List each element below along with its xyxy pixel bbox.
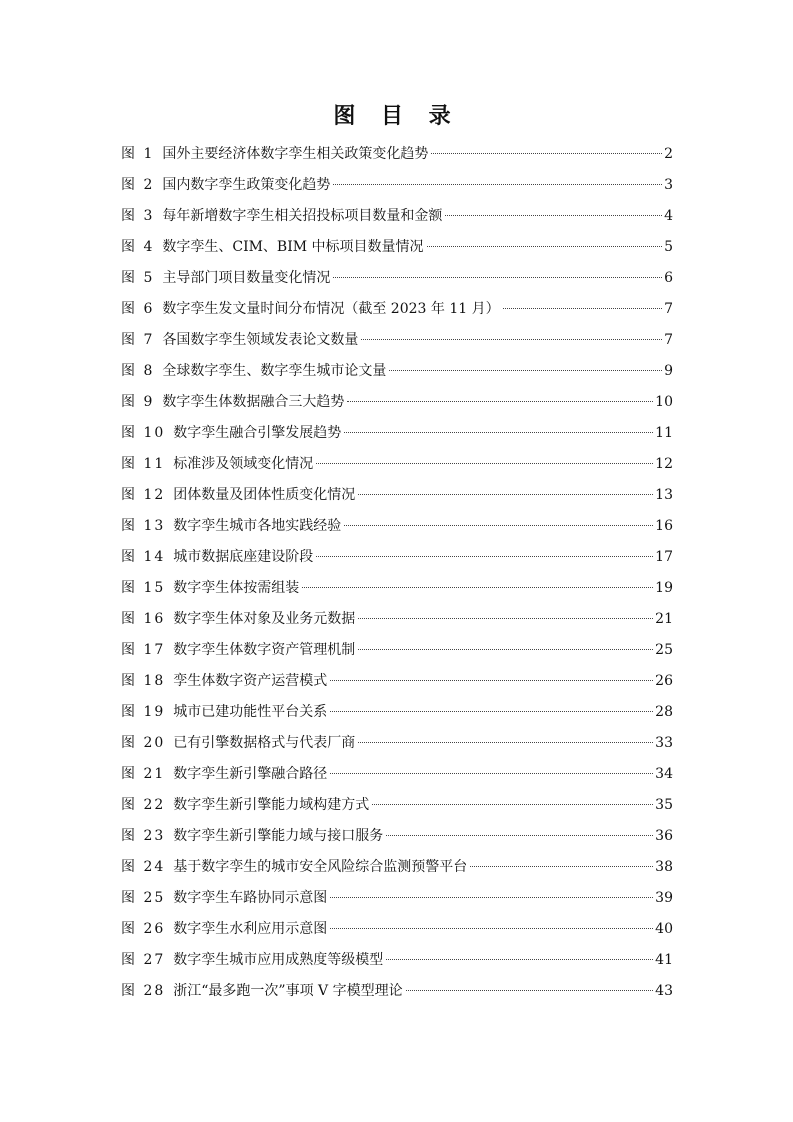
- toc-entry-page-number: 28: [655, 704, 673, 720]
- toc-entry-page-number: 3: [664, 177, 673, 193]
- toc-dot-leader: [330, 897, 653, 898]
- toc-entry[interactable]: [121, 635, 673, 666]
- toc-entry-page-number: 21: [655, 611, 673, 627]
- toc-entry-title: 数字孪生、CIM、BIM 中标项目数量情况: [162, 239, 424, 255]
- toc-entry[interactable]: [121, 976, 673, 1007]
- toc-entry-number: 图 24: [121, 859, 166, 875]
- toc-entry-title: 各国数字孪生领域发表论文数量: [162, 332, 359, 348]
- toc-entry[interactable]: [121, 573, 673, 604]
- toc-dot-leader: [330, 680, 653, 681]
- toc-entry-number: 图 10: [121, 425, 166, 441]
- toc-entry[interactable]: [121, 356, 673, 387]
- toc-dot-leader: [316, 463, 653, 464]
- toc-entry-page-number: 5: [664, 239, 673, 255]
- toc-entry[interactable]: [121, 387, 673, 418]
- toc-entry-title: 基于数字孪生的城市安全风险综合监测预警平台: [173, 859, 468, 875]
- toc-dot-leader: [333, 277, 662, 278]
- toc-entry[interactable]: [121, 728, 673, 759]
- toc-entry-title: 数字孪生体数字资产管理机制: [173, 642, 356, 658]
- toc-entry-page-number: 9: [664, 363, 673, 379]
- toc-entry-number: 图 3: [121, 208, 155, 224]
- toc-entry-page-number: 10: [655, 394, 673, 410]
- toc-entry[interactable]: [121, 759, 673, 790]
- toc-entry[interactable]: [121, 914, 673, 945]
- toc-entry-title: 已有引擎数据格式与代表厂商: [173, 735, 356, 751]
- toc-entry-page-number: 17: [655, 549, 673, 565]
- toc-entry-page-number: 25: [655, 642, 673, 658]
- toc-dot-leader: [347, 401, 653, 402]
- toc-entry-page-number: 34: [655, 766, 673, 782]
- toc-entry-title: 城市数据底座建设阶段: [173, 549, 314, 565]
- toc-entry-title: 浙江“最多跑一次”事项 V 字模型理论: [173, 983, 403, 999]
- toc-dot-leader: [358, 742, 653, 743]
- toc-entry[interactable]: [121, 418, 673, 449]
- toc-dot-leader: [358, 494, 653, 495]
- toc-entry-number: 图 9: [121, 394, 155, 410]
- toc-dot-leader: [330, 928, 653, 929]
- toc-entry-title: 国外主要经济体数字孪生相关政策变化趋势: [162, 146, 429, 162]
- toc-entry[interactable]: [121, 480, 673, 511]
- toc-dot-leader: [389, 370, 662, 371]
- toc-entry-page-number: 40: [655, 921, 673, 937]
- toc-entry-page-number: 11: [655, 425, 673, 441]
- toc-entry-number: 图 22: [121, 797, 166, 813]
- toc-entry[interactable]: [121, 883, 673, 914]
- toc-entry[interactable]: [121, 852, 673, 883]
- toc-entry-number: 图 15: [121, 580, 166, 596]
- toc-entry-page-number: 12: [655, 456, 673, 472]
- toc-entry-title: 数字孪生体按需组装: [173, 580, 300, 596]
- toc-entry-page-number: 7: [664, 301, 673, 317]
- toc-entry-page-number: 6: [664, 270, 673, 286]
- toc-entry-number: 图 5: [121, 270, 155, 286]
- toc-entry-number: 图 4: [121, 239, 155, 255]
- toc-entry-number: 图 7: [121, 332, 155, 348]
- toc-entry-number: 图 1: [121, 146, 155, 162]
- toc-dot-leader: [427, 246, 663, 247]
- toc-entry-page-number: 43: [655, 983, 673, 999]
- toc-entry-number: 图 18: [121, 673, 166, 689]
- toc-entry-page-number: 36: [655, 828, 673, 844]
- toc-entry-title: 每年新增数字孪生相关招投标项目数量和金额: [162, 208, 443, 224]
- toc-dot-leader: [344, 525, 653, 526]
- toc-entry-page-number: 19: [655, 580, 673, 596]
- toc-entry[interactable]: [121, 325, 673, 356]
- toc-entry[interactable]: [121, 666, 673, 697]
- toc-dot-leader: [386, 959, 653, 960]
- toc-entry-number: 图 19: [121, 704, 166, 720]
- toc-entry[interactable]: [121, 449, 673, 480]
- toc-entry-title: 标准涉及领域变化情况: [173, 456, 314, 472]
- toc-entry-number: 图 11: [121, 456, 166, 472]
- toc-dot-leader: [358, 649, 653, 650]
- toc-entry-page-number: 33: [655, 735, 673, 751]
- toc-entry-title: 数字孪生新引擎能力域构建方式: [173, 797, 370, 813]
- toc-entry[interactable]: [121, 542, 673, 573]
- toc-entry-number: 图 23: [121, 828, 166, 844]
- toc-entry-page-number: 35: [655, 797, 673, 813]
- toc-entry-number: 图 2: [121, 177, 155, 193]
- toc-entry-title: 数字孪生水利应用示意图: [173, 921, 328, 937]
- toc-entry-number: 图 17: [121, 642, 166, 658]
- toc-entry-number: 图 12: [121, 487, 166, 503]
- toc-entry-page-number: 41: [655, 952, 673, 968]
- toc-dot-leader: [361, 339, 662, 340]
- toc-dot-leader: [470, 866, 653, 867]
- toc-entry-number: 图 27: [121, 952, 166, 968]
- toc-entry-title: 数字孪生城市应用成熟度等级模型: [173, 952, 384, 968]
- toc-entry-page-number: 16: [655, 518, 673, 534]
- toc-entry-number: 图 14: [121, 549, 166, 565]
- toc-entry[interactable]: [121, 170, 673, 201]
- toc-entry-number: 图 8: [121, 363, 155, 379]
- toc-entry-number: 图 21: [121, 766, 166, 782]
- toc-entry-page-number: 39: [655, 890, 673, 906]
- toc-entry-title: 数字孪生融合引擎发展趋势: [173, 425, 342, 441]
- toc-dot-leader: [445, 215, 662, 216]
- toc-dot-leader: [358, 618, 653, 619]
- toc-entry-title: 数字孪生城市各地实践经验: [173, 518, 342, 534]
- toc-entry-number: 图 28: [121, 983, 166, 999]
- toc-dot-leader: [316, 556, 653, 557]
- toc-entry[interactable]: [121, 790, 673, 821]
- toc-entry-page-number: 2: [664, 146, 673, 162]
- toc-entry-title: 数字孪生发文量时间分布情况（截至 2023 年 11 月）: [162, 301, 500, 317]
- toc-dot-leader: [431, 153, 662, 154]
- toc-dot-leader: [406, 990, 654, 991]
- toc-entry[interactable]: [121, 201, 673, 232]
- toc-entry-title: 数字孪生体对象及业务元数据: [173, 611, 356, 627]
- toc-entry-number: 图 20: [121, 735, 166, 751]
- toc-entry-title: 国内数字孪生政策变化趋势: [162, 177, 331, 193]
- toc-entry-number: 图 6: [121, 301, 155, 317]
- toc-entry[interactable]: [121, 232, 673, 263]
- toc-dot-leader: [372, 804, 653, 805]
- toc-entry-title: 数字孪生车路协同示意图: [173, 890, 328, 906]
- toc-entry[interactable]: [121, 821, 673, 852]
- toc-entry-title: 孪生体数字资产运营模式: [173, 673, 328, 689]
- toc-entry-title: 数字孪生体数据融合三大趋势: [162, 394, 345, 410]
- page-title: 图 目 录: [333, 104, 460, 129]
- toc-entry-number: 图 25: [121, 890, 166, 906]
- toc-dot-leader: [330, 711, 653, 712]
- toc-entry-page-number: 26: [655, 673, 673, 689]
- toc-entry-title: 团体数量及团体性质变化情况: [173, 487, 356, 503]
- toc-entry-number: 图 26: [121, 921, 166, 937]
- toc-entry-page-number: 4: [664, 208, 673, 224]
- toc-entry[interactable]: [121, 945, 673, 976]
- toc-entry-number: 图 13: [121, 518, 166, 534]
- toc-entry[interactable]: [121, 139, 673, 170]
- toc-entry-title: 城市已建功能性平台关系: [173, 704, 328, 720]
- toc-entry[interactable]: [121, 604, 673, 635]
- figure-toc-list: [121, 139, 673, 1007]
- toc-entry[interactable]: [121, 263, 673, 294]
- toc-entry-title: 全球数字孪生、数字孪生城市论文量: [162, 363, 387, 379]
- toc-entry[interactable]: [121, 697, 673, 728]
- toc-entry-number: 图 16: [121, 611, 166, 627]
- toc-dot-leader: [333, 184, 662, 185]
- toc-entry[interactable]: [121, 294, 673, 325]
- toc-dot-leader: [503, 308, 662, 309]
- toc-entry-page-number: 13: [655, 487, 673, 503]
- toc-dot-leader: [344, 432, 653, 433]
- toc-entry[interactable]: [121, 511, 673, 542]
- toc-dot-leader: [330, 773, 653, 774]
- toc-dot-leader: [302, 587, 653, 588]
- toc-entry-title: 主导部门项目数量变化情况: [162, 270, 331, 286]
- toc-entry-page-number: 7: [664, 332, 673, 348]
- toc-entry-page-number: 38: [655, 859, 673, 875]
- toc-dot-leader: [386, 835, 653, 836]
- toc-entry-title: 数字孪生新引擎融合路径: [173, 766, 328, 782]
- toc-entry-title: 数字孪生新引擎能力域与接口服务: [173, 828, 384, 844]
